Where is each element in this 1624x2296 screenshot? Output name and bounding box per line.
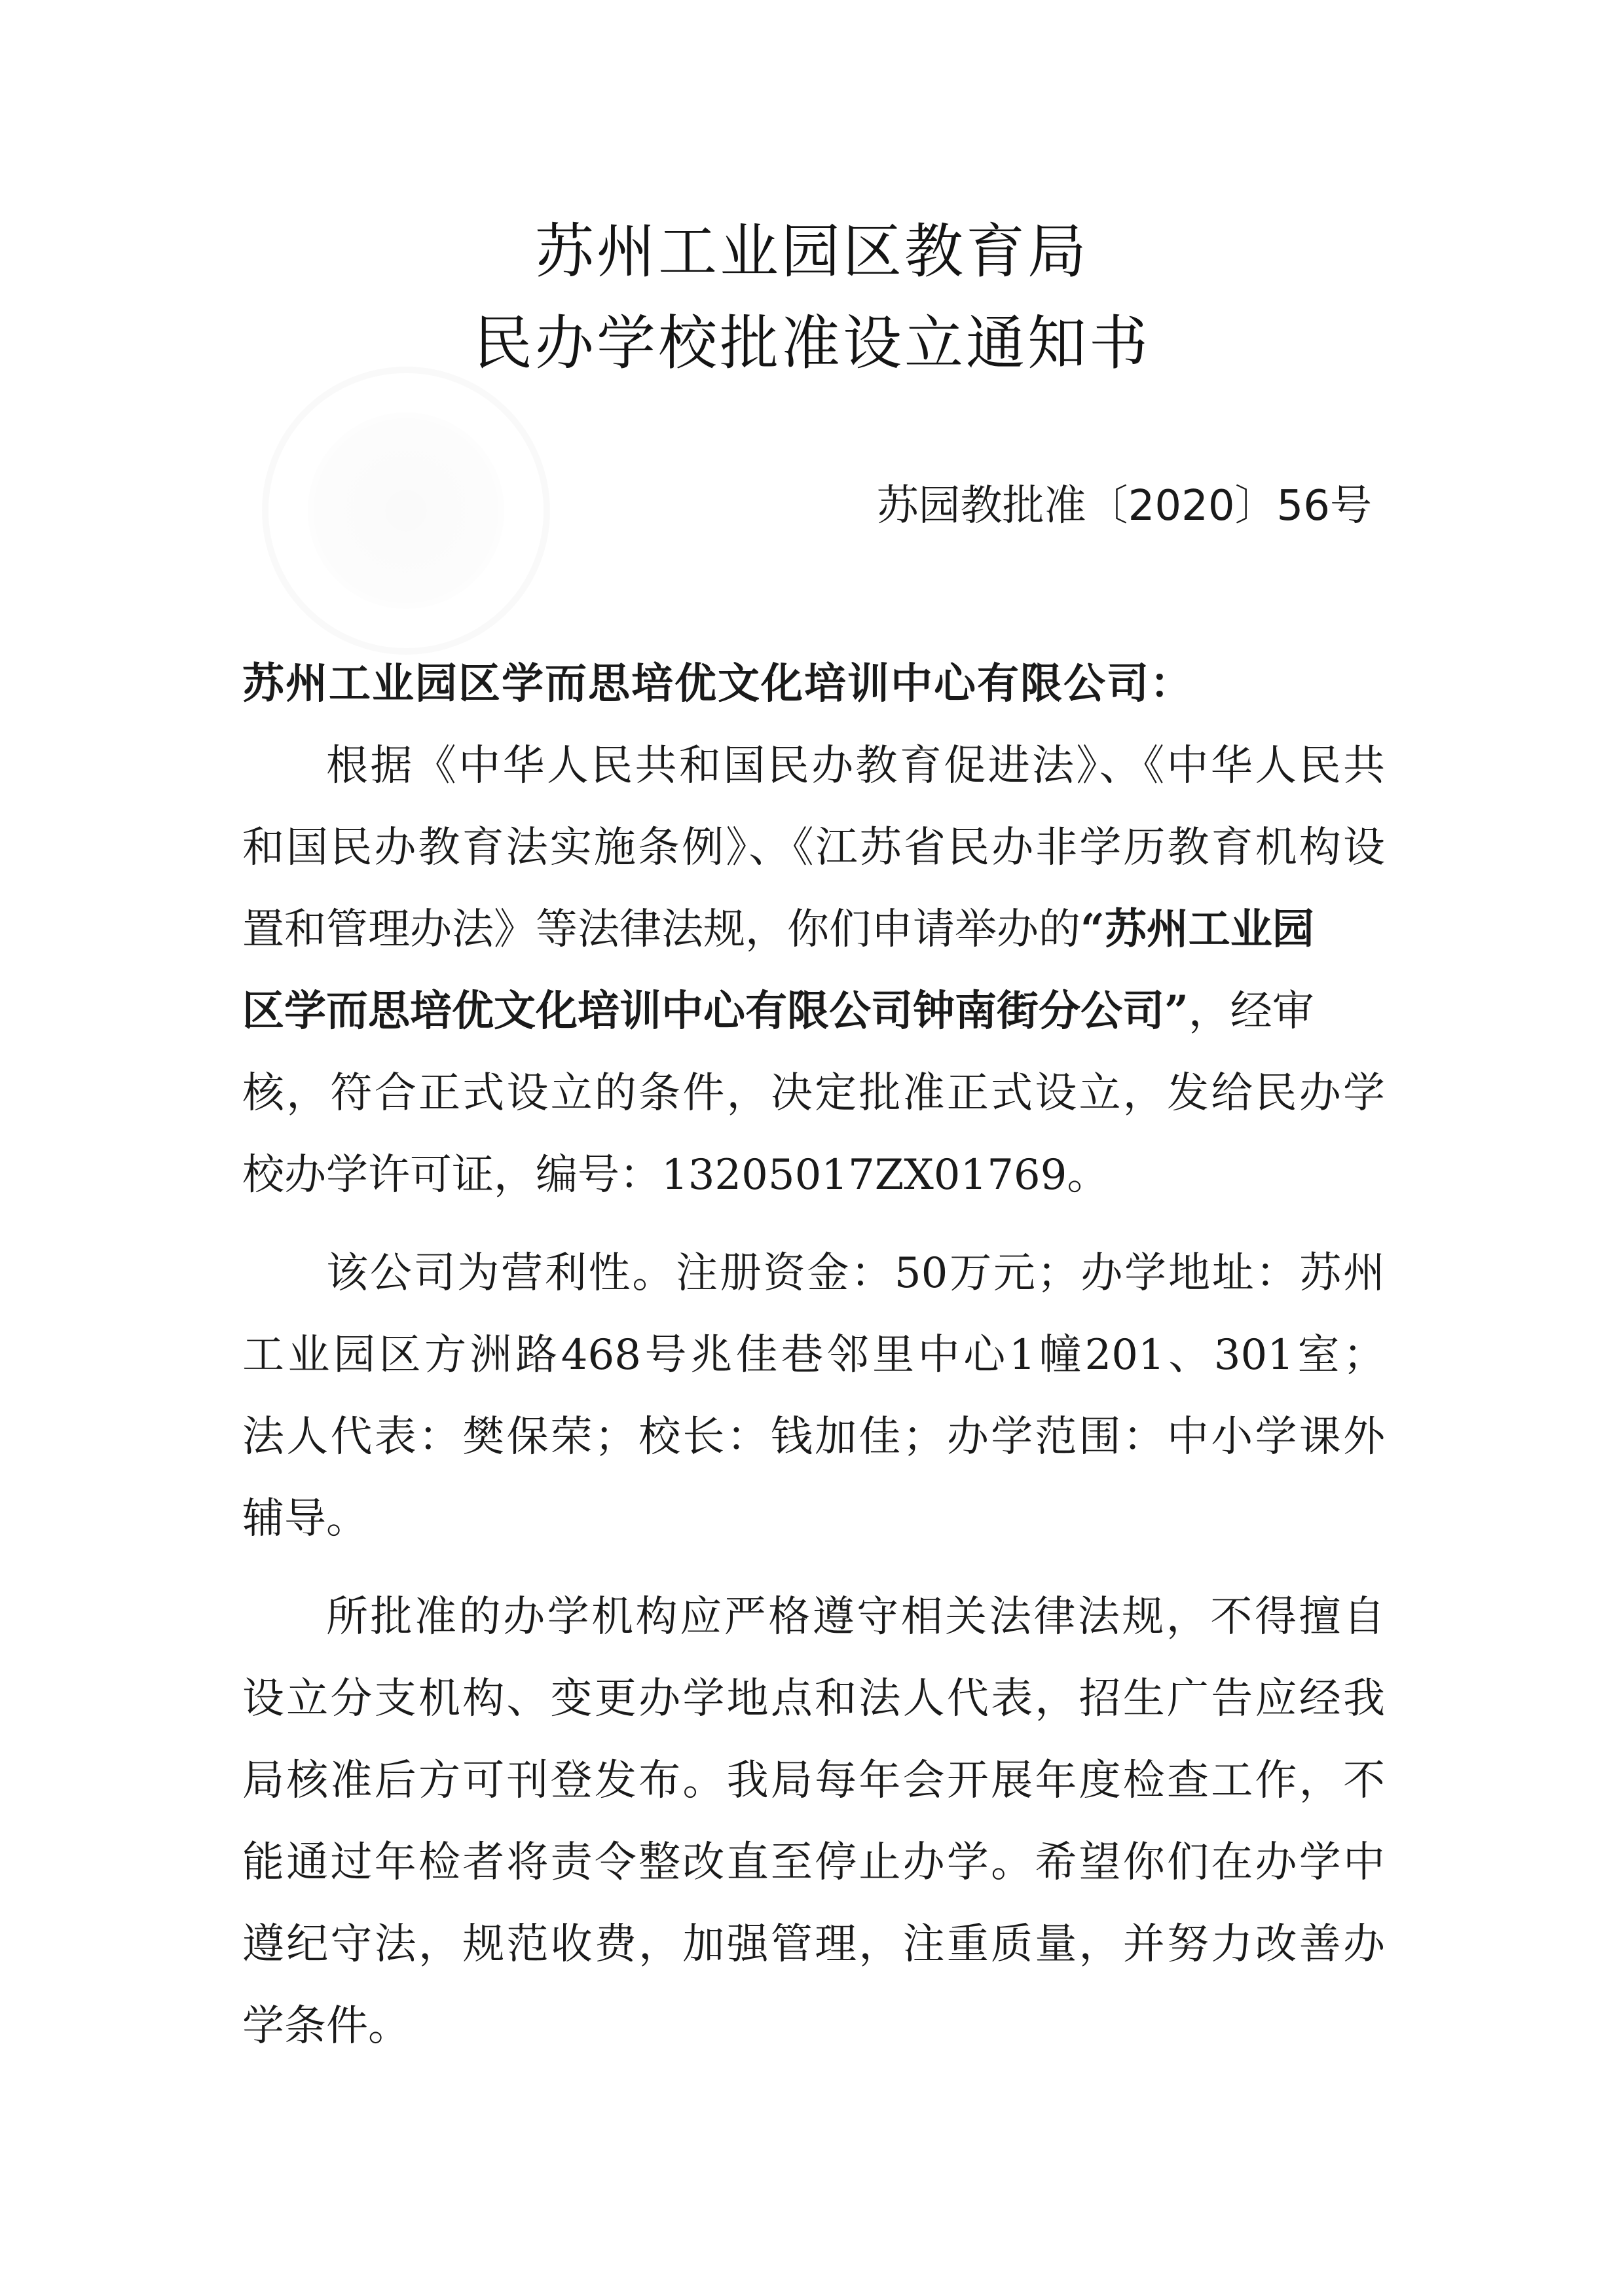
- paragraph-2-line-1: 该公司为营利性。注册资金：50万元；办学地址：苏州: [326, 1249, 1385, 1298]
- paragraph-3-line-1: 所批准的办学机构应严格遵守相关法律法规，不得擅自: [326, 1593, 1385, 1641]
- paragraph-1-line-1: 根据《中华人民共和国民办教育促进法》、《中华人民共: [326, 742, 1385, 790]
- document-title-line-1: 苏州工业园区教育局: [535, 217, 1089, 286]
- paragraph-2-line-4: 辅导。: [242, 1495, 368, 1543]
- paragraph-3-line-2: 设立分支机构、变更办学地点和法人代表，招生广告应经我: [242, 1675, 1385, 1723]
- addressee: 苏州工业园区学而思培优文化培训中心有限公司：: [242, 659, 1193, 708]
- document-title-line-2: 民办学校批准设立通知书: [473, 309, 1151, 378]
- paragraph-3-line-3: 局核准后方可刊登发布。我局每年会开展年度检查工作，不: [242, 1757, 1385, 1805]
- paragraph-3-line-6: 学条件。: [242, 2002, 410, 2050]
- paragraph-1-line-2: 和国民办教育法实施条例》、《江苏省民办非学历教育机构设: [242, 824, 1385, 872]
- paragraph-2-line-3: 法人代表：樊保荣；校长：钱加佳；办学范围：中小学课外: [242, 1413, 1385, 1461]
- paragraph-1-line-6: 校办学许可证，编号：13205017ZX01769。: [242, 1151, 1109, 1199]
- faded-seal-stamp: [262, 367, 550, 655]
- paragraph-3-line-4: 能通过年检者将责令整改直至停止办学。希望你们在办学中: [242, 1838, 1385, 1887]
- paragraph-2-line-2: 工业园区方洲路468号兆佳巷邻里中心1幢201、301室；: [242, 1331, 1385, 1379]
- paragraph-1-line-5: 核，符合正式设立的条件，决定批准正式设立，发给民办学: [242, 1069, 1385, 1118]
- paragraph-3-line-5: 遵纪守法，规范收费，加强管理，注重质量，并努力改善办: [242, 1920, 1385, 1969]
- school-name-part-1: “苏州工业园: [1080, 905, 1314, 954]
- paragraph-1-line-4-tail: ，经审: [1188, 987, 1314, 1036]
- document-number: 苏园教批准〔2020〕56号: [876, 482, 1372, 530]
- paragraph-1-line-3: [242, 903, 1385, 956]
- paragraph-1-line-4: [242, 985, 1385, 1038]
- school-name-part-2: 区学而思培优文化培训中心有限公司钟南街分公司”: [242, 987, 1189, 1036]
- paragraph-1-line-3-text: 置和管理办法》等法律法规，你们申请举办的: [242, 905, 1080, 954]
